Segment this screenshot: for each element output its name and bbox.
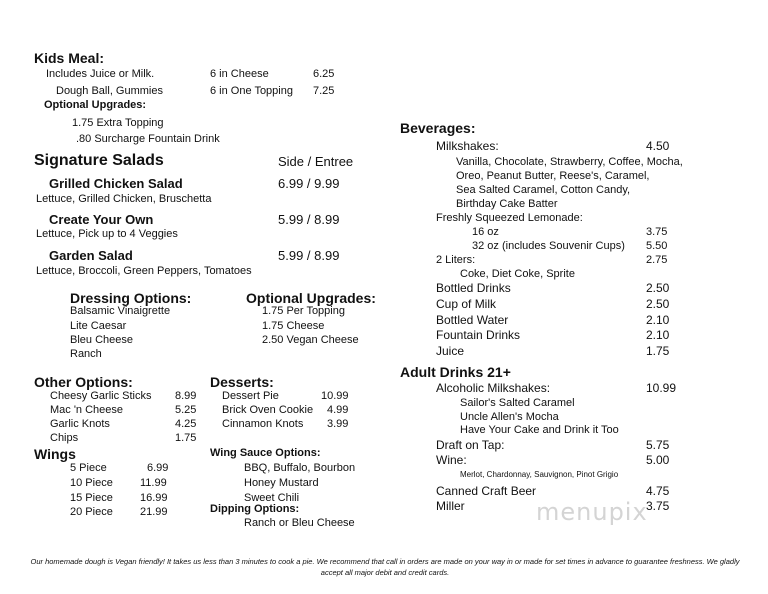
adult-drinks-title: Adult Drinks 21+: [400, 364, 511, 380]
beverage-name: Bottled Water: [436, 313, 509, 327]
dipping-title: Dipping Options:: [210, 503, 300, 515]
wing-sauce-title: Wing Sauce Options:: [210, 447, 321, 459]
salad-upgrade: 2.50 Vegan Cheese: [262, 334, 359, 346]
kids-meal-title: Kids Meal:: [34, 50, 105, 66]
lemonade-size: 32 oz (includes Souvenir Cups): [472, 240, 625, 252]
adult-drink-price: 10.99: [646, 381, 677, 395]
beverage-name: Juice: [436, 344, 465, 358]
dressing-item: Ranch: [70, 348, 102, 360]
salads-title: Signature Salads: [34, 152, 164, 169]
beverage-name: 2 Liters:: [436, 254, 476, 266]
wing-sauce-item: BBQ, Buffalo, Bourbon: [244, 462, 356, 474]
salad-desc: Lettuce, Grilled Chicken, Bruschetta: [36, 193, 212, 205]
milkshake-flavors: Birthday Cake Batter: [456, 198, 558, 210]
adult-drink-price: 5.00: [646, 453, 670, 467]
kids-meal-option: 6 in Cheese: [210, 68, 269, 80]
dessert-price: 4.99: [327, 404, 349, 416]
beverage-price: 1.75: [646, 344, 670, 358]
other-option-price: 5.25: [175, 404, 197, 416]
dessert-name: Dessert Pie: [222, 390, 279, 402]
alcoholic-shake: Have Your Cake and Drink it Too: [460, 424, 619, 436]
milkshake-flavors: Oreo, Peanut Butter, Reese's, Caramel,: [456, 170, 650, 182]
dressing-item: Balsamic Vinaigrette: [70, 305, 171, 317]
adult-drink-name: Alcoholic Milkshakes:: [436, 381, 551, 395]
dressing-item: Lite Caesar: [70, 320, 127, 332]
lemonade-price: 5.50: [646, 240, 668, 252]
other-option-name: Chips: [50, 432, 79, 444]
milkshake-flavors: Vanilla, Chocolate, Strawberry, Coffee, Mocha,: [456, 156, 683, 168]
wings-name: 15 Piece: [70, 492, 113, 504]
beverage-name: Bottled Drinks: [436, 281, 511, 295]
beverage-price: 2.10: [646, 328, 670, 342]
other-option-price: 4.25: [175, 418, 197, 430]
salad-name: Garden Salad: [49, 248, 133, 263]
salad-name: Create Your Own: [49, 212, 154, 227]
lemonade-price: 3.75: [646, 226, 668, 238]
kids-upgrade: .80 Surcharge Fountain Drink: [76, 133, 220, 145]
dessert-price: 3.99: [327, 418, 349, 430]
beverage-price: 2.75: [646, 254, 668, 266]
other-option-name: Mac 'n Cheese: [50, 404, 124, 416]
beverage-price: 2.50: [646, 281, 670, 295]
beverage-name: Cup of Milk: [436, 297, 497, 311]
wings-name: 5 Piece: [70, 462, 107, 474]
adult-drink-name: Canned Craft Beer: [436, 484, 537, 498]
other-option-name: Garlic Knots: [50, 418, 110, 430]
adult-drink-price: 4.75: [646, 484, 670, 498]
beverage-price: 2.10: [646, 313, 670, 327]
desserts-title: Desserts:: [210, 374, 274, 390]
wings-name: 10 Piece: [70, 477, 113, 489]
wings-price: 11.99: [140, 477, 167, 489]
kids-meal-price: 7.25: [313, 85, 335, 97]
kids-upgrades-title: Optional Upgrades:: [44, 99, 147, 111]
lemonade-size: 16 oz: [472, 226, 499, 238]
milkshake-flavors: Sea Salted Caramel, Cotton Candy,: [456, 184, 631, 196]
dessert-price: 10.99: [321, 390, 349, 402]
wings-price: 16.99: [140, 492, 168, 504]
adult-drink-name: Wine:: [436, 453, 467, 467]
lemonade-title: Freshly Squeezed Lemonade:: [436, 212, 583, 224]
beverages-title: Beverages:: [400, 120, 476, 136]
wings-title: Wings: [34, 446, 76, 462]
dessert-name: Brick Oven Cookie: [222, 404, 314, 416]
kids-meal-price: 6.25: [313, 68, 335, 80]
wings-price: 6.99: [147, 462, 169, 474]
kids-upgrade: 1.75 Extra Topping: [72, 117, 164, 129]
salad-name: Grilled Chicken Salad: [49, 176, 183, 191]
two-liter-flavors: Coke, Diet Coke, Sprite: [460, 268, 575, 280]
wing-sauce-item: Sweet Chili: [244, 492, 300, 504]
alcoholic-shake: Uncle Allen's Mocha: [460, 411, 559, 423]
adult-drink-price: 3.75: [646, 499, 670, 513]
adult-drink-price: 5.75: [646, 438, 670, 452]
beverage-name: Milkshakes:: [436, 139, 499, 153]
salad-price: 5.99 / 8.99: [278, 248, 340, 263]
adult-drink-name: Draft on Tap:: [436, 438, 505, 452]
kids-meal-line: Includes Juice or Milk.: [46, 68, 155, 80]
kids-meal-line: Dough Ball, Gummies: [56, 85, 163, 97]
wine-list: Merlot, Chardonnay, Sauvignon, Pinot Grigio: [460, 470, 619, 479]
kids-meal-option: 6 in One Topping: [210, 85, 293, 97]
salad-upgrades-title: Optional Upgrades:: [246, 290, 376, 306]
salad-price: 6.99 / 9.99: [278, 176, 340, 191]
adult-drink-name: Miller: [436, 499, 465, 513]
dressing-item: Bleu Cheese: [70, 334, 133, 346]
beverage-price: 4.50: [646, 139, 670, 153]
other-option-price: 1.75: [175, 432, 197, 444]
salads-column-header: Side / Entree: [278, 154, 354, 169]
salad-desc: Lettuce, Broccoli, Green Peppers, Tomatoes: [36, 265, 252, 277]
salad-upgrade: 1.75 Per Topping: [262, 305, 345, 317]
dessert-name: Cinnamon Knots: [222, 418, 304, 430]
wing-sauce-item: Honey Mustard: [244, 477, 319, 489]
wings-price: 21.99: [140, 506, 168, 518]
salad-upgrade: 1.75 Cheese: [262, 320, 325, 332]
footer-note: Our homemade dough is Vegan friendly! It takes us less than 3 minutes to cook a pie. We recommend that call in orders are made on your way in or made for set times in advance to guarantee freshness. We gladly accept all major debit and credit cards.: [30, 557, 740, 577]
dipping-item: Ranch or Bleu Cheese: [244, 517, 355, 529]
dressing-title: Dressing Options:: [70, 290, 192, 306]
wings-name: 20 Piece: [70, 506, 113, 518]
alcoholic-shake: Sailor's Salted Caramel: [460, 397, 575, 409]
other-option-price: 8.99: [175, 390, 197, 402]
other-options-title: Other Options:: [34, 374, 133, 390]
other-option-name: Cheesy Garlic Sticks: [50, 390, 152, 402]
beverage-price: 2.50: [646, 297, 670, 311]
salad-price: 5.99 / 8.99: [278, 212, 340, 227]
menupix-watermark: menupix: [536, 498, 648, 526]
beverage-name: Fountain Drinks: [436, 328, 521, 342]
salad-desc: Lettuce, Pick up to 4 Veggies: [36, 228, 178, 240]
